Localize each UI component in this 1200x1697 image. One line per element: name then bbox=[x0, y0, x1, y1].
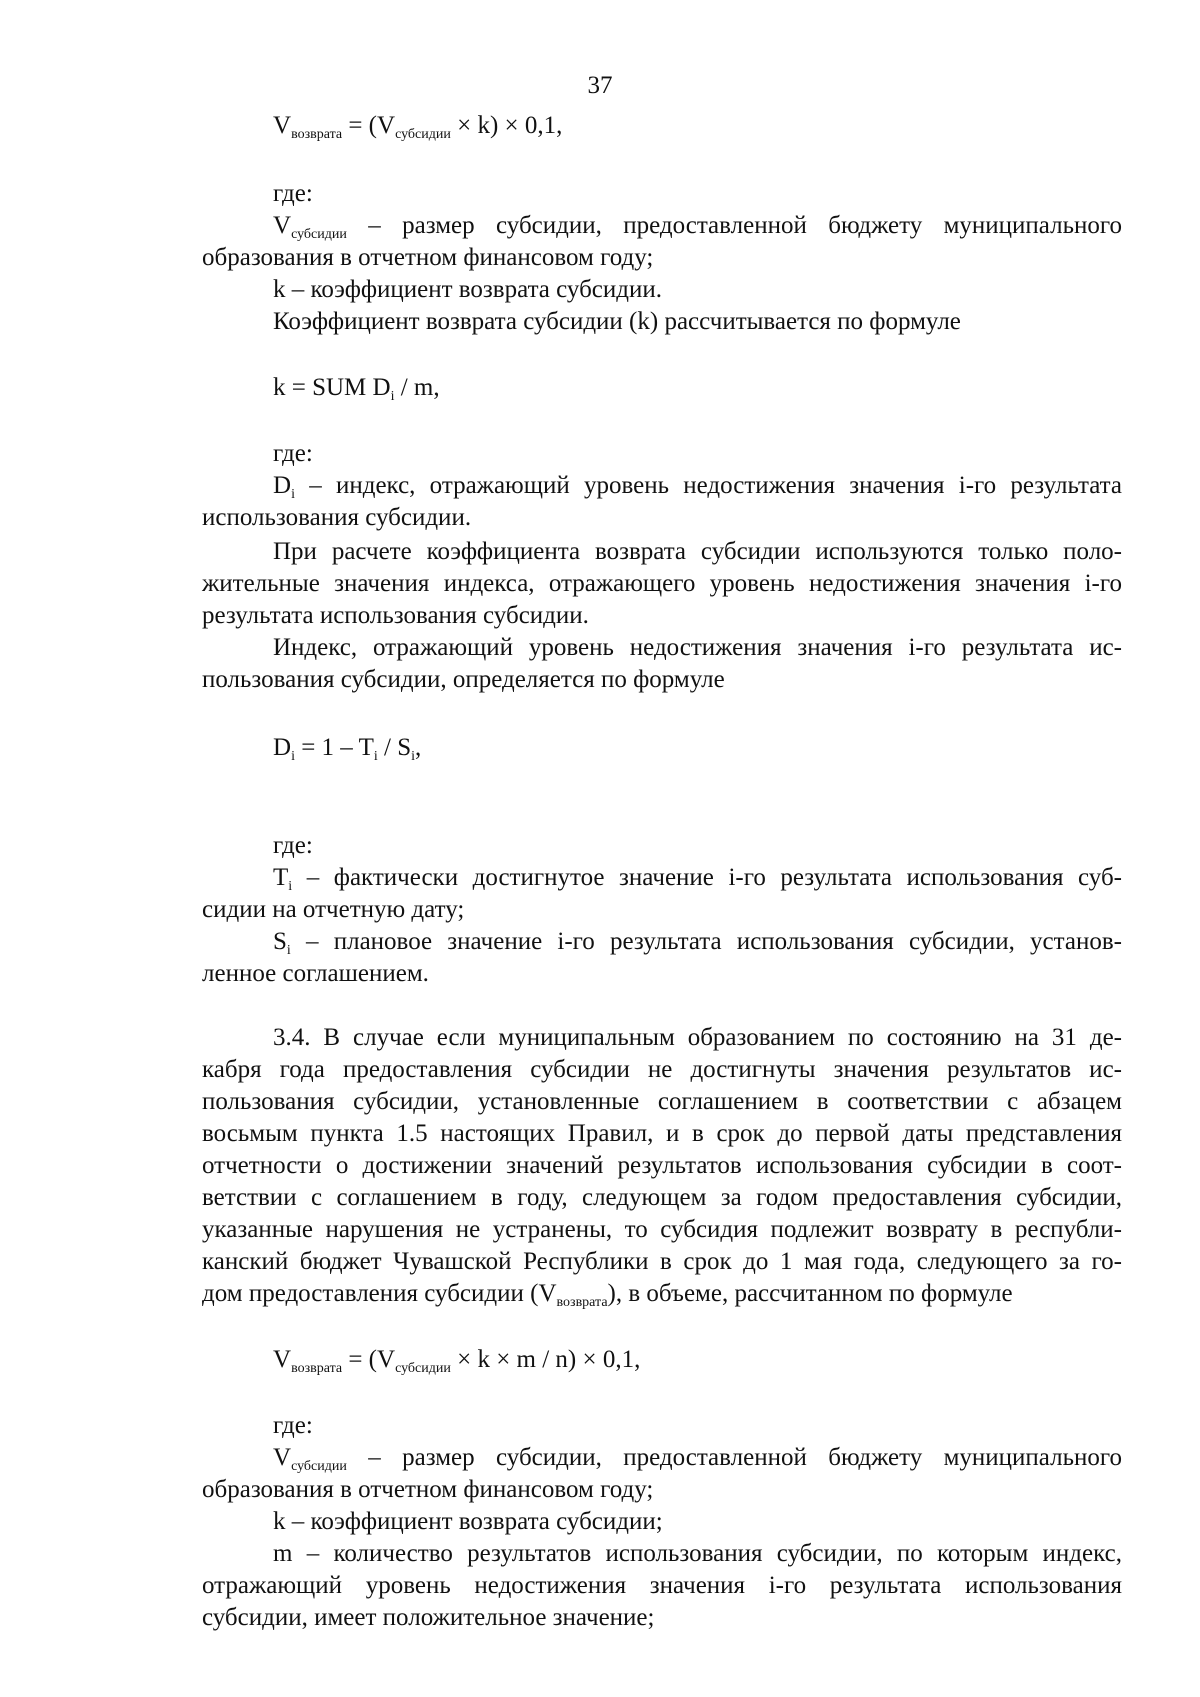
formula-return-volume-2: $V_{возврата} = (V_{субсидии} \times k \times m / n) \times 0,1$, bbox=[273, 1346, 641, 1376]
definition-s: $S_i$ – плановое значение i-го результата использования субсидии, установ- bbox=[273, 928, 1122, 958]
definition-k-2: k – коэффициент возврата субсидии; bbox=[273, 1508, 663, 1535]
definition-m-l3: субсидии, имеет положительное значение; bbox=[202, 1604, 655, 1631]
where-label: где: bbox=[273, 180, 313, 207]
definition-t-cont: сидии на отчетную дату; bbox=[202, 896, 465, 923]
section-3-4-l3: пользования субсидии, установленные соглашением в соответствии с абзацем bbox=[202, 1088, 1122, 1115]
definition-v-subsidy-2: $V_{субсидии}$ – размер субсидии, предоставленной бюджету муниципального bbox=[273, 1444, 1122, 1474]
definition-v-subsidy-cont: образования в отчетном финансовом году; bbox=[202, 244, 654, 271]
section-3-4-l7: указанные нарушения не устранены, то субсидия подлежит возврату в республи- bbox=[202, 1216, 1122, 1243]
formula-k: k = SUM $D_i$ / m, bbox=[273, 374, 440, 404]
where-label: где: bbox=[273, 1412, 313, 1439]
definition-m-l2: отражающий уровень недостижения значения i-го результата использования bbox=[202, 1572, 1122, 1599]
definition-d: $D_i$ – индекс, отражающий уровень недостижения значения i-го результата bbox=[273, 472, 1122, 502]
paragraph-index-formula-l2: пользования субсидии, определяется по формуле bbox=[202, 666, 725, 693]
paragraph-positive-values-l1: При расчете коэффициента возврата субсидии используются только поло- bbox=[273, 538, 1122, 565]
page-number: 37 bbox=[587, 72, 613, 99]
definition-m-l1: m – количество результатов использования субсидии, по которым индекс, bbox=[273, 1540, 1122, 1567]
where-label: где: bbox=[273, 832, 313, 859]
paragraph-k-formula-intro: Коэффициент возврата субсидии (k) рассчитывается по формуле bbox=[273, 308, 961, 335]
section-3-4-l8: канский бюджет Чувашской Республики в срок до 1 мая года, следующего за го- bbox=[202, 1248, 1122, 1275]
section-3-4-l1: 3.4. В случае если муниципальным образованием по состоянию на 31 де- bbox=[273, 1024, 1122, 1051]
section-3-4-l9: дом предоставления субсидии $(V_{возврата})$, в объеме, рассчитанном по формуле bbox=[202, 1280, 1013, 1310]
section-3-4-l4: восьмым пункта 1.5 настоящих Правил, и в срок до первой даты представления bbox=[202, 1120, 1122, 1147]
definition-t: $T_i$ – фактически достигнутое значение i-го результата использования суб- bbox=[273, 864, 1122, 894]
paragraph-index-formula-l1: Индекс, отражающий уровень недостижения значения i-го результата ис- bbox=[273, 634, 1122, 661]
definition-v-subsidy-2-cont: образования в отчетном финансовом году; bbox=[202, 1476, 654, 1503]
definition-d-cont: использования субсидии. bbox=[202, 504, 472, 531]
paragraph-positive-values-l3: результата использования субсидии. bbox=[202, 602, 589, 629]
section-3-4-l6: ветствии с соглашением в году, следующем за годом предоставления субсидии, bbox=[202, 1184, 1122, 1211]
section-3-4-l2: кабря года предоставления субсидии не достигнуты значения результатов ис- bbox=[202, 1056, 1122, 1083]
definition-s-cont: ленное соглашением. bbox=[202, 960, 429, 987]
definition-k: k – коэффициент возврата субсидии. bbox=[273, 276, 663, 303]
where-label: где: bbox=[273, 440, 313, 467]
section-3-4-l5: отчетности о достижении значений результатов использования субсидии в соот- bbox=[202, 1152, 1122, 1179]
formula-return-volume: $V_{возврата} = (V_{субсидии} \times k) \times 0,1$, bbox=[273, 112, 563, 142]
paragraph-positive-values-l2: жительные значения индекса, отражающего уровень недостижения значения i-го bbox=[202, 570, 1122, 597]
definition-v-subsidy: $V_{субсидии}$ – размер субсидии, предоставленной бюджету муниципального bbox=[273, 212, 1122, 242]
formula-d: $D_i = 1 - T_i / S_i$, bbox=[273, 734, 422, 764]
